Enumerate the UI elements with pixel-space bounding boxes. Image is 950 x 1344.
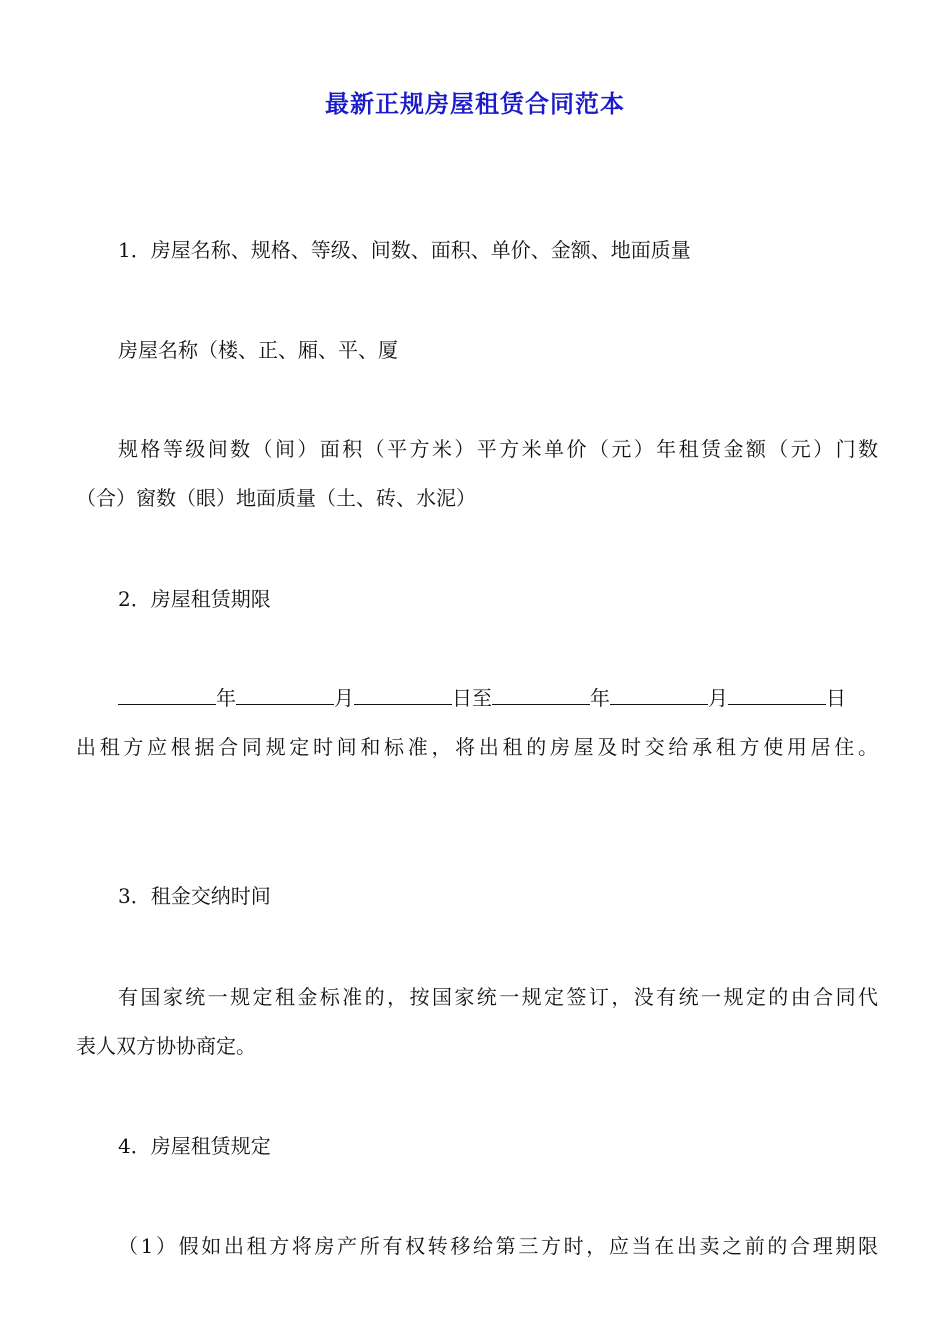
start-day-blank xyxy=(354,688,452,705)
section3-heading: 3．租金交纳时间 xyxy=(118,884,271,908)
section1-spec-line1: 规格等级间数（间）面积（平方米）平方米单价（元）年租赁金额（元）门数 xyxy=(118,437,878,461)
section2-body: 出租方应根据合同规定时间和标准，将出租的房屋及时交给承租方使用居住。 xyxy=(76,735,878,759)
start-month-blank xyxy=(236,688,334,705)
section4-heading: 4．房屋租赁规定 xyxy=(118,1134,271,1158)
section1-house-name: 房屋名称（楼、正、厢、平、厦 xyxy=(118,338,398,362)
document-title: 最新正规房屋租赁合同范本 xyxy=(325,89,625,118)
section3-body-line2: 表人双方协协商定。 xyxy=(76,1034,256,1058)
end-month-blank xyxy=(610,688,708,705)
section3-body-line1: 有国家统一规定租金标准的，按国家统一规定签订，没有统一规定的由合同代 xyxy=(118,985,878,1009)
end-day-blank xyxy=(728,688,826,705)
section1-heading: 1．房屋名称、规格、等级、间数、面积、单价、金额、地面质量 xyxy=(118,238,691,262)
start-year-blank xyxy=(118,688,216,705)
section4-item1: （1）假如出租方将房产所有权转移给第三方时，应当在出卖之前的合理期限 xyxy=(118,1234,878,1258)
start-month-label: 月 xyxy=(334,686,354,710)
end-year-label: 年 xyxy=(590,686,610,710)
start-year-label: 年 xyxy=(216,686,236,710)
end-day-label: 日 xyxy=(826,686,846,710)
end-month-label: 月 xyxy=(708,686,728,710)
lease-period-date-line xyxy=(118,674,878,723)
section2-heading: 2．房屋租赁期限 xyxy=(118,587,271,611)
end-year-blank xyxy=(492,688,590,705)
start-day-to-label: 日至 xyxy=(452,686,492,710)
section1-spec-line2: （合）窗数（眼）地面质量（土、砖、水泥） xyxy=(76,486,476,510)
